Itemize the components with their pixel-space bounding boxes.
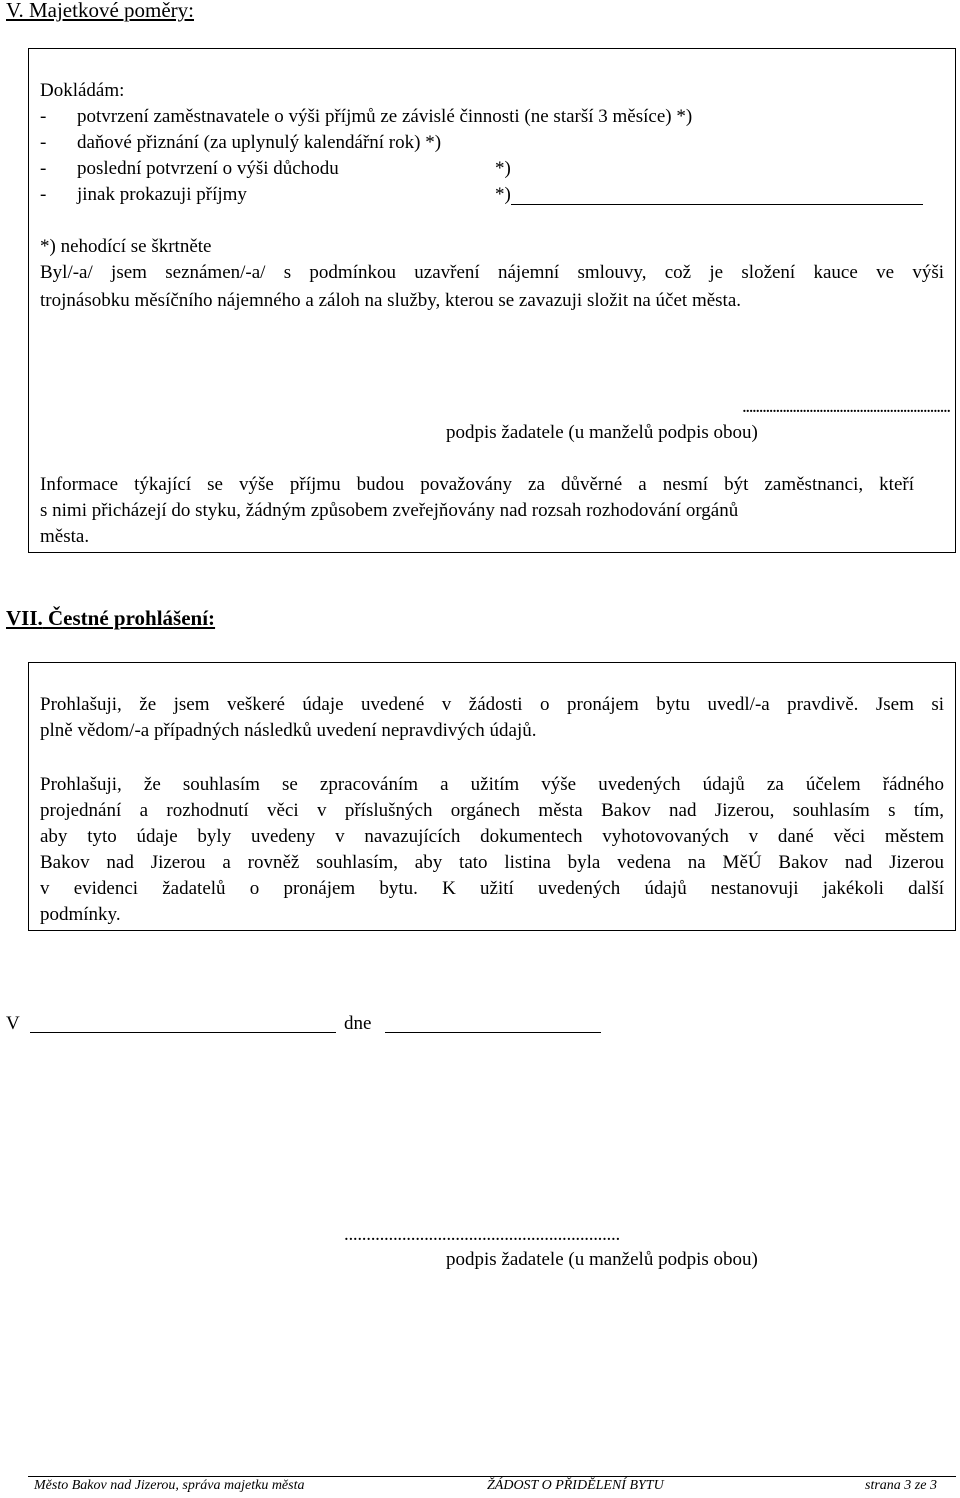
- income-item-4: [40, 182, 511, 208]
- income-item-text: daňové přiznání (za uplynulý kalendářní rok) *): [77, 132, 442, 153]
- income-item-dash: -: [40, 132, 47, 153]
- footer-left: Město Bakov nad Jizerou, správa majetku města: [34, 1478, 305, 1493]
- date-field[interactable]: [385, 1032, 601, 1033]
- footer-center: ŽÁDOST O PŘIDĚLENÍ BYTU: [487, 1478, 664, 1493]
- signature-dots[interactable]: ..............................................................: [742, 396, 950, 417]
- final-signature-label: podpis žadatele (u manželů podpis obou): [446, 1249, 758, 1270]
- deposit-line-1: Byl/-a/ jsem seznámen/-a/ s podmínkou uzavření nájemní smlouvy, což je složení kauce ve výši: [40, 262, 944, 283]
- declaration-p2-line-2: projednání a rozhodnutí věci v příslušných orgánech města Bakov nad Jizerou, souhlasím s tím,: [40, 800, 944, 821]
- declaration-p1-line-1: Prohlašuji, že jsem veškeré údaje uvedené v žádosti o pronájem bytu uvedl/-a pravdivě. Jsem si: [40, 694, 944, 715]
- income-item-mark: *): [495, 184, 511, 205]
- declaration-p2-line-6: podmínky.: [40, 904, 121, 925]
- declaration-p2-line-4: Bakov nad Jizerou a rovněž souhlasím, aby tato listina byla vedena na MěÚ Bakov nad Jizerou: [40, 852, 944, 873]
- section-vii-text: Čestné prohlášení:: [48, 606, 216, 630]
- income-item-mark: *): [495, 158, 511, 179]
- section-vii-number: VII.: [6, 606, 43, 630]
- declaration-p2-line-3: aby tyto údaje byly uvedeny v navazujících dokumentech vyhotovovaných v dané věci městem: [40, 826, 944, 847]
- declaration-p2-line-1: Prohlašuji, že souhlasím se zpracováním a užitím výše uvedených údajů za účelem řádného: [40, 774, 944, 795]
- footnote: *) nehodící se škrtněte: [40, 236, 212, 257]
- income-intro: Dokládám:: [40, 80, 125, 101]
- declaration-p1-line-2: plně vědom/-a případných následků uvedení nepravdivých údajů.: [40, 720, 537, 741]
- income-item-text: jinak prokazuji příjmy: [77, 184, 247, 205]
- info-line-2: s nimi přicházejí do styku, žádným způsobem zveřejňovány nad rozsah rozhodování orgánů: [40, 500, 739, 521]
- section-vii-title: [6, 606, 215, 631]
- info-line-1: Informace týkající se výše příjmu budou považovány za důvěrné a nesmí být zaměstnanci, kteří: [40, 474, 914, 495]
- income-item-3: [40, 156, 511, 182]
- income-item-2: [40, 130, 442, 156]
- place-label: V: [6, 1013, 20, 1034]
- income-item-dash: -: [40, 158, 47, 179]
- deposit-line-2: trojnásobku měsíčního nájemného a záloh na služby, kterou se zavazuji složit na účet města.: [40, 290, 742, 311]
- date-label: dne: [344, 1013, 372, 1034]
- income-item-dash: -: [40, 106, 47, 127]
- income-item-1: [40, 104, 693, 130]
- footer-rule: [28, 1476, 956, 1477]
- income-item-text: poslední potvrzení o výši důchodu: [77, 158, 339, 179]
- final-signature-dots[interactable]: ..............................................................: [344, 1224, 620, 1245]
- place-field[interactable]: [30, 1032, 336, 1033]
- footer-right: strana 3 ze 3: [865, 1478, 937, 1493]
- other-income-line[interactable]: [511, 204, 923, 205]
- declaration-p2-line-5: v evidenci žadatelů o pronájem bytu. K užití uvedených údajů nestanovuji jakékoli další: [40, 878, 944, 899]
- info-line-3: města.: [40, 526, 90, 547]
- income-item-text: potvrzení zaměstnavatele o výši příjmů ze závislé činnosti (ne starší 3 měsíce) *): [77, 106, 693, 127]
- section-v-title: V. Majetkové poměry:: [6, 0, 194, 22]
- income-item-dash: -: [40, 184, 47, 205]
- signature-label: podpis žadatele (u manželů podpis obou): [446, 422, 758, 443]
